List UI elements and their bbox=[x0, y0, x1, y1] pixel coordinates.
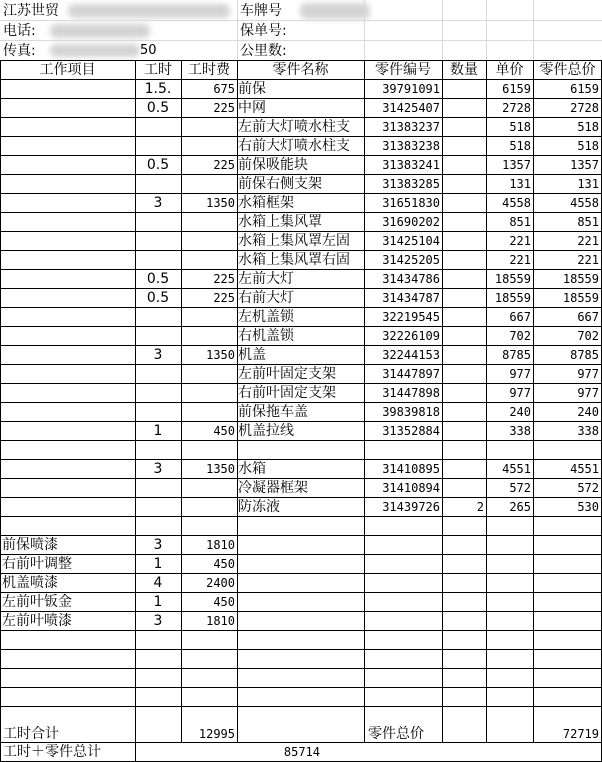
cell-part-name: 冷凝器框架 bbox=[238, 480, 308, 496]
grid-line bbox=[237, 0, 238, 60]
cell-labor-fee: 225 bbox=[213, 291, 235, 305]
grid-line bbox=[0, 554, 602, 555]
redacted-plate bbox=[300, 3, 370, 19]
grid-line bbox=[0, 269, 602, 270]
cell-part-name: 防冻液 bbox=[238, 499, 280, 515]
cell-hours: 3 bbox=[153, 613, 163, 629]
grid-line bbox=[0, 60, 602, 61]
cell-part-no: 31434787 bbox=[382, 291, 440, 305]
col-header-part-name: 零件名称 bbox=[272, 62, 329, 78]
cell-unit-price: 18559 bbox=[494, 291, 531, 305]
cell-part-name: 前保吸能块 bbox=[238, 157, 308, 173]
grid-line bbox=[0, 212, 602, 213]
grid-line bbox=[0, 706, 602, 707]
fax-suffix: 50 bbox=[140, 43, 157, 58]
grid-line bbox=[0, 40, 602, 41]
fax-label: 传真: bbox=[3, 43, 36, 59]
grid-line bbox=[0, 98, 602, 99]
grid-line bbox=[0, 136, 602, 137]
grid-line bbox=[135, 742, 136, 762]
cell-part-name: 水箱上集风罩右固 bbox=[238, 252, 350, 268]
cell-labor-fee: 675 bbox=[213, 82, 235, 96]
grid-line bbox=[181, 60, 182, 742]
cell-part-name: 右前大灯喷水柱支 bbox=[238, 138, 350, 154]
cell-unit-price: 977 bbox=[509, 367, 531, 381]
grid-line bbox=[0, 250, 602, 251]
cell-part-total: 4551 bbox=[570, 462, 599, 476]
grid-line bbox=[0, 117, 602, 118]
cell-part-no: 31410894 bbox=[382, 481, 440, 495]
cell-part-total: 667 bbox=[577, 310, 599, 324]
cell-part-no: 39839818 bbox=[382, 405, 440, 419]
cell-hours: 1 bbox=[153, 423, 163, 439]
cell-part-total: 18559 bbox=[562, 272, 599, 286]
cell-part-no: 31651830 bbox=[382, 196, 440, 210]
cell-hours: 1 bbox=[153, 556, 163, 572]
cell-part-total: 4558 bbox=[570, 196, 599, 210]
cell-hours: 0.5 bbox=[146, 100, 170, 116]
grid-line bbox=[0, 174, 602, 175]
cell-hours: 1.5. bbox=[144, 81, 172, 97]
cell-labor-fee: 1350 bbox=[206, 196, 235, 210]
policy-label: 保单号: bbox=[240, 23, 287, 39]
cell-part-name: 水箱上集风罩 bbox=[238, 214, 322, 230]
grand-total-label: 工时＋零件总计 bbox=[3, 744, 101, 760]
cell-hours: 3 bbox=[153, 347, 163, 363]
cell-part-no: 31434786 bbox=[382, 272, 440, 286]
cell-unit-price: 572 bbox=[509, 481, 531, 495]
grid-line bbox=[0, 440, 602, 441]
col-header-labor-fee: 工时费 bbox=[188, 62, 230, 78]
cell-part-total: 338 bbox=[577, 424, 599, 438]
cell-part-total: 518 bbox=[577, 139, 599, 153]
cell-labor-fee: 225 bbox=[213, 101, 235, 115]
cell-labor-fee: 450 bbox=[213, 557, 235, 571]
grid-line bbox=[486, 60, 487, 742]
cell-part-no: 31425407 bbox=[382, 101, 440, 115]
cell-part-name: 水箱框架 bbox=[238, 195, 294, 211]
plate-label: 车牌号 bbox=[240, 3, 282, 19]
grid-line bbox=[0, 345, 602, 346]
grid-line bbox=[442, 0, 443, 60]
grid-line bbox=[0, 687, 602, 688]
cell-part-total: 1357 bbox=[570, 158, 599, 172]
grid-line bbox=[0, 742, 1, 762]
cell-labor-fee: 2400 bbox=[206, 576, 235, 590]
cell-unit-price: 18559 bbox=[494, 272, 531, 286]
cell-part-name: 右前叶固定支架 bbox=[238, 385, 336, 401]
labor-total-value: 12995 bbox=[198, 727, 235, 741]
cell-part-total: 977 bbox=[577, 367, 599, 381]
cell-part-total: 702 bbox=[577, 329, 599, 343]
grid-line bbox=[237, 60, 238, 742]
phone-label: 电话: bbox=[3, 23, 36, 39]
cell-part-total: 530 bbox=[577, 500, 599, 514]
cell-labor-fee: 1810 bbox=[206, 614, 235, 628]
grid-line bbox=[135, 60, 136, 742]
cell-hours: 0.5 bbox=[146, 271, 170, 287]
cell-labor-fee: 1350 bbox=[206, 462, 235, 476]
grid-line bbox=[0, 742, 602, 743]
cell-labor-fee: 1810 bbox=[206, 538, 235, 552]
cell-part-no: 32244153 bbox=[382, 348, 440, 362]
labor-total-label: 工时合计 bbox=[3, 726, 59, 742]
company-name-prefix: 江苏世贸 bbox=[3, 3, 59, 19]
cell-part-no: 31690202 bbox=[382, 215, 440, 229]
cell-part-total: 18559 bbox=[562, 291, 599, 305]
redacted-fax bbox=[50, 44, 140, 57]
cell-unit-price: 702 bbox=[509, 329, 531, 343]
grid-line bbox=[0, 611, 602, 612]
cell-hours: 4 bbox=[153, 575, 163, 591]
grid-line bbox=[0, 383, 602, 384]
cell-part-total: 977 bbox=[577, 386, 599, 400]
cell-unit-price: 265 bbox=[509, 500, 531, 514]
grid-line bbox=[0, 193, 602, 194]
cell-part-total: 240 bbox=[577, 405, 599, 419]
cell-unit-price: 518 bbox=[509, 139, 531, 153]
col-header-part-total: 零件总价 bbox=[539, 62, 596, 78]
mileage-label: 公里数: bbox=[240, 43, 287, 59]
cell-labor-fee: 450 bbox=[213, 424, 235, 438]
cell-part-total: 221 bbox=[577, 234, 599, 248]
cell-part-no: 31439726 bbox=[382, 500, 440, 514]
grid-line bbox=[0, 459, 602, 460]
grid-line bbox=[0, 307, 602, 308]
cell-part-total: 518 bbox=[577, 120, 599, 134]
cell-part-no: 31383241 bbox=[382, 158, 440, 172]
cell-part-no: 32219545 bbox=[382, 310, 440, 324]
cell-part-no: 31352884 bbox=[382, 424, 440, 438]
cell-hours: 3 bbox=[153, 461, 163, 477]
col-header-hours: 工时 bbox=[144, 62, 172, 78]
cell-unit-price: 851 bbox=[509, 215, 531, 229]
cell-part-name: 前保右侧支架 bbox=[238, 176, 322, 192]
cell-part-name: 左前叶固定支架 bbox=[238, 366, 336, 382]
grid-line bbox=[0, 535, 602, 536]
cell-unit-price: 6159 bbox=[502, 82, 531, 96]
col-header-unit-price: 单价 bbox=[495, 62, 524, 78]
cell-part-name: 右机盖锁 bbox=[238, 328, 294, 344]
cell-hours: 1 bbox=[153, 594, 163, 610]
cell-part-no: 31383238 bbox=[382, 139, 440, 153]
redacted-phone bbox=[50, 24, 150, 38]
grid-line bbox=[364, 60, 365, 742]
cell-qty: 2 bbox=[476, 500, 484, 514]
parts-total-value: 72719 bbox=[562, 727, 599, 741]
cell-labor-fee: 225 bbox=[213, 158, 235, 172]
cell-unit-price: 518 bbox=[509, 120, 531, 134]
cell-hours: 3 bbox=[153, 195, 163, 211]
grid-line bbox=[0, 20, 602, 21]
cell-part-total: 131 bbox=[577, 177, 599, 191]
cell-unit-price: 131 bbox=[509, 177, 531, 191]
cell-unit-price: 667 bbox=[509, 310, 531, 324]
cell-work-item: 左前叶喷漆 bbox=[2, 613, 72, 629]
cell-unit-price: 221 bbox=[509, 234, 531, 248]
cell-labor-fee: 1350 bbox=[206, 348, 235, 362]
grid-line bbox=[0, 364, 602, 365]
grid-line bbox=[533, 0, 534, 60]
parts-total-label: 零件总价 bbox=[368, 726, 424, 742]
cell-part-total: 6159 bbox=[570, 82, 599, 96]
grid-line bbox=[0, 592, 602, 593]
cell-unit-price: 4551 bbox=[502, 462, 531, 476]
grid-line bbox=[533, 60, 534, 742]
cell-work-item: 右前叶调整 bbox=[2, 556, 72, 572]
col-header-item: 工作项目 bbox=[39, 62, 96, 78]
cell-unit-price: 338 bbox=[509, 424, 531, 438]
grid-line bbox=[0, 478, 602, 479]
cell-labor-fee: 450 bbox=[213, 595, 235, 609]
grid-line bbox=[0, 288, 602, 289]
grid-line bbox=[364, 0, 365, 60]
cell-labor-fee: 225 bbox=[213, 272, 235, 286]
cell-part-total: 2728 bbox=[570, 101, 599, 115]
cell-part-name: 左前大灯喷水柱支 bbox=[238, 119, 350, 135]
cell-part-no: 31383285 bbox=[382, 177, 440, 191]
cell-work-item: 前保喷漆 bbox=[2, 537, 58, 553]
grid-line bbox=[442, 60, 443, 742]
cell-hours: 0.5 bbox=[146, 157, 170, 173]
grid-line bbox=[0, 326, 602, 327]
cell-part-no: 31447897 bbox=[382, 367, 440, 381]
cell-hours: 3 bbox=[153, 537, 163, 553]
cell-part-name: 右前大灯 bbox=[238, 290, 294, 306]
cell-part-total: 572 bbox=[577, 481, 599, 495]
grand-total-value: 85714 bbox=[283, 745, 320, 759]
cell-work-item: 机盖喷漆 bbox=[2, 575, 58, 591]
cell-hours: 0.5 bbox=[146, 290, 170, 306]
grid-line bbox=[0, 60, 1, 742]
grid-line bbox=[0, 497, 602, 498]
cell-unit-price: 8785 bbox=[502, 348, 531, 362]
cell-part-total: 8785 bbox=[570, 348, 599, 362]
grid-line bbox=[0, 649, 602, 650]
cell-part-name: 前保拖车盖 bbox=[238, 404, 308, 420]
cell-unit-price: 240 bbox=[509, 405, 531, 419]
cell-unit-price: 1357 bbox=[502, 158, 531, 172]
grid-line bbox=[0, 79, 602, 80]
cell-unit-price: 221 bbox=[509, 253, 531, 267]
grid-line bbox=[0, 573, 602, 574]
cell-part-name: 机盖拉线 bbox=[238, 423, 294, 439]
cell-part-no: 39791091 bbox=[382, 82, 440, 96]
cell-part-name: 左前大灯 bbox=[238, 271, 294, 287]
cell-part-name: 水箱上集风罩左固 bbox=[238, 233, 350, 249]
cell-part-no: 31383237 bbox=[382, 120, 440, 134]
cell-part-no: 31410895 bbox=[382, 462, 440, 476]
cell-part-no: 31447898 bbox=[382, 386, 440, 400]
grid-line bbox=[486, 0, 487, 60]
grid-line bbox=[0, 155, 602, 156]
grid-line bbox=[0, 630, 602, 631]
cell-part-total: 851 bbox=[577, 215, 599, 229]
cell-work-item: 左前叶钣金 bbox=[2, 594, 72, 610]
cell-part-no: 31425205 bbox=[382, 253, 440, 267]
grid-line bbox=[0, 516, 602, 517]
col-header-part-no: 零件编号 bbox=[375, 62, 431, 78]
col-header-qty: 数量 bbox=[450, 62, 478, 78]
grid-line bbox=[0, 402, 602, 403]
grid-line bbox=[0, 231, 602, 232]
cell-unit-price: 4558 bbox=[502, 196, 531, 210]
redacted-company-name bbox=[68, 4, 230, 18]
cell-unit-price: 977 bbox=[509, 386, 531, 400]
grid-line bbox=[0, 668, 602, 669]
cell-part-name: 机盖 bbox=[238, 347, 266, 363]
cell-part-no: 32226109 bbox=[382, 329, 440, 343]
cell-part-total: 221 bbox=[577, 253, 599, 267]
cell-part-name: 前保 bbox=[238, 81, 266, 97]
cell-part-name: 中网 bbox=[238, 100, 266, 116]
cell-part-no: 31425104 bbox=[382, 234, 440, 248]
cell-part-name: 水箱 bbox=[238, 461, 266, 477]
cell-unit-price: 2728 bbox=[502, 101, 531, 115]
cell-part-name: 左机盖锁 bbox=[238, 309, 294, 325]
grid-line bbox=[0, 421, 602, 422]
